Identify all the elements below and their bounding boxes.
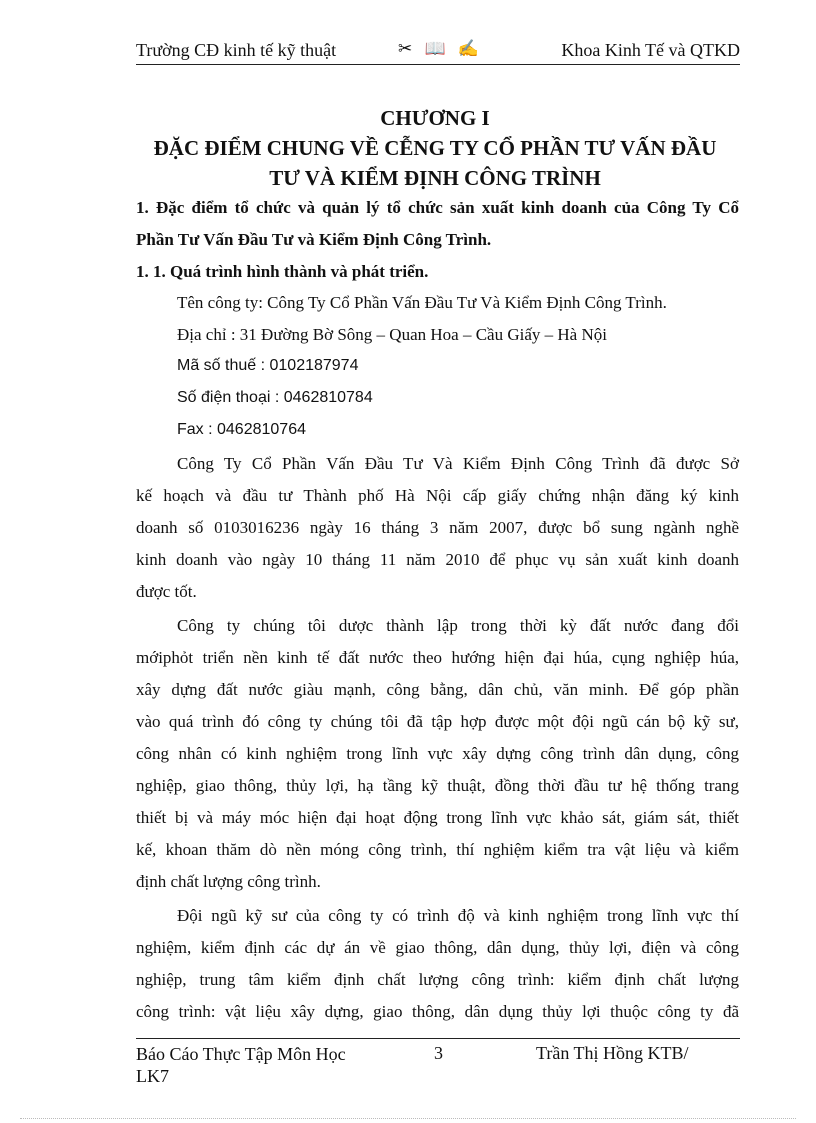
section1-heading-line1: 1. Đặc điểm tổ chức và quản lý tổ chức sản xuất kinh doanh của Công Ty Cổ — [136, 198, 739, 217]
header-school: Trường CĐ kinh tế kỹ thuật — [136, 40, 337, 60]
section11-heading: 1. 1. Quá trình hình thành và phát triển. — [136, 262, 429, 281]
para1-line: được tốt. — [136, 582, 197, 601]
company-tax-code: Mã số thuế : 0102187974 — [177, 357, 359, 374]
footer-page-number: 3 — [434, 1043, 443, 1063]
para2-line: nghiệp, giao thông, thủy lợi, hạ tầng kỹ thuật, đồng thời đầu tư hệ thống trang — [136, 776, 739, 795]
para1-line: doanh số 0103016236 ngày 16 tháng 3 năm 2007, được bổ sung ngành nghề — [136, 518, 739, 537]
chapter-heading-line1: ĐẶC ĐIỂM CHUNG VỀ CỄNG TY CỔ PHẦN TƯ VẤN ĐẦU — [153, 136, 717, 160]
para2-line: mớiphỏt triển nền kinh tế đất nước theo hướng hiện đại húa, cụng nghiệp húa, — [136, 648, 739, 667]
para2-line: kế, khoan thăm dò nền móng công trình, thí nghiệm kiểm tra vật liệu và kiểm — [136, 840, 739, 859]
company-address: Địa chỉ : 31 Đường Bờ Sông – Quan Hoa – Cầu Giấy – Hà Nội — [177, 325, 607, 344]
section1-heading-line2: Phần Tư Vấn Đầu Tư và Kiểm Định Công Trình. — [136, 230, 492, 249]
footer-author: Trần Thị Hồng KTB/ — [536, 1043, 689, 1063]
company-fax: Fax : 0462810764 — [177, 421, 306, 438]
header-decoration-icon: ✂ 📖 ✍ — [398, 39, 484, 58]
para1-line: kế hoạch và đầu tư Thành phố Hà Nội cấp giấy chứng nhận đăng ký kinh — [136, 486, 739, 505]
page-footer — [136, 1038, 740, 1086]
para3-line: nghiệm, kiểm định các dự án về giao thông, dân dụng, thủy lợi, điện và công — [136, 938, 739, 957]
para3-line: Đội ngũ kỹ sư của công ty có trình độ và kinh nghiệm trong lĩnh vực thí — [177, 906, 739, 925]
para1-line: Công Ty Cổ Phần Vấn Đầu Tư Và Kiểm Định Công Trình đã được Sở — [177, 454, 739, 473]
para2-line: định chất lượng công trình. — [136, 872, 321, 891]
para2-line: xây dựng đất nước giàu mạnh, công bằng, dân chủ, văn minh. Để góp phần — [136, 680, 739, 699]
footer-report-title: Báo Cáo Thực Tập Môn Học LK7 — [136, 1044, 346, 1086]
para3-line: nghiệp, trung tâm kiểm định chất lượng công trình: kiểm định chất lượng — [136, 970, 739, 989]
header-faculty: Khoa Kinh Tế và QTKD — [561, 40, 740, 60]
para3-line: công trình: vật liệu xây dựng, giao thông, dân dụng thủy lợi thuộc công ty đã — [136, 1002, 739, 1021]
para1-line: kinh doanh vào ngày 10 tháng 11 năm 2010 để phục vụ sản xuất kinh doanh — [136, 550, 739, 569]
company-phone: Số điện thoại : 0462810784 — [177, 389, 373, 406]
page-bottom-divider — [20, 1118, 796, 1119]
para2-line: thiết bị và máy móc hiện đại hoạt động trong lĩnh vực khảo sát, giám sát, thiết — [136, 808, 739, 827]
para2-line: Công ty chúng tôi dược thành lập trong thời kỳ đất nước đang đổi — [177, 616, 739, 635]
para2-line: vào quá trình đó công ty chúng tôi đã tập hợp được một đội ngũ cán bộ kỹ sư, — [136, 712, 739, 731]
chapter-heading-line2: TƯ VÀ KIỂM ĐỊNH CÔNG TRÌNH — [269, 166, 601, 190]
chapter-title: CHƯƠNG I — [380, 106, 490, 130]
para2-line: công nhân có kinh nghiệm trong lĩnh vực xây dựng công trình dân dụng, công — [136, 744, 739, 763]
company-name: Tên công ty: Công Ty Cổ Phần Vấn Đầu Tư Và Kiểm Định Công Trình. — [177, 293, 667, 312]
page-header — [136, 38, 740, 65]
